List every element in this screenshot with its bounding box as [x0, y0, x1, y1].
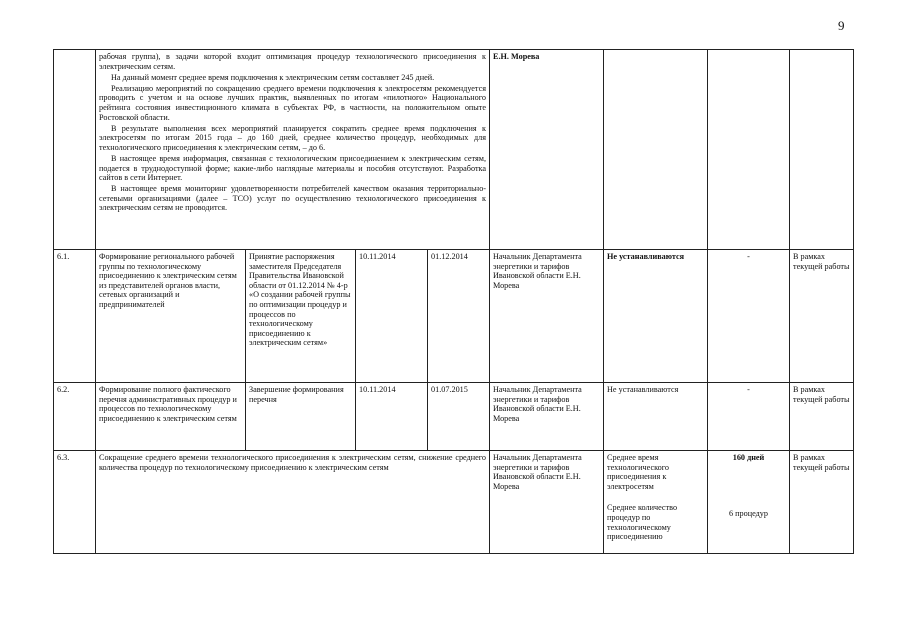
start-date: 10.11.2014 — [356, 383, 428, 451]
cell-empty — [790, 50, 854, 250]
result-cell: Завершение формирования перечня — [246, 383, 356, 451]
responsible-cell: Начальник Департамента энергетики и тарифов Ивановской области Е.Н. Морева — [490, 383, 604, 451]
responsible-cell: Начальник Департамента энергетики и тарифов Ивановской области Е.Н. Морева — [490, 250, 604, 383]
cell-num-empty — [54, 50, 96, 250]
table-row — [54, 250, 854, 383]
measure-cell: Формирование регионального рабочей группы по технологическому присоединению к электрическим сетям из представителей органов власти, сетевых организаций и предпринимателей — [96, 250, 246, 383]
value-cell — [708, 451, 790, 554]
measure-cell: Формирование полного фактического перечня административных процедур и процессов по технологическому присоединению к электрическим сетям — [96, 383, 246, 451]
indicator-cell — [604, 451, 708, 554]
intro-paragraph: В настоящее время мониторинг удовлетворенности потребителей качеством оказания территориально-сетевыми организациями (далее – ТСО) услуг по осуществлению технологического присоединения к электрическим сетям не проводится. — [99, 184, 487, 213]
intro-paragraph: В результате выполнения всех мероприятий планируется сократить среднее время подключения к электросетям по итогам 2015 года – до 160 дней, среднее количество процедур, необходимых для технологического присоединения к электрическим сетям, – до 6. — [99, 123, 487, 152]
indicator-time: Среднее время технологического присоединения к электросетям — [607, 453, 669, 491]
value-days: 160 дней — [732, 453, 765, 462]
table-row — [54, 383, 854, 451]
row-number: 6.2. — [54, 383, 96, 451]
value-procedures: 6 процедур — [729, 508, 768, 518]
intro-paragraph: рабочая группа), в задачи которой входит оптимизация процедур технологического присоединения к электрическим сетям. — [99, 52, 487, 71]
responsible-cell: Начальник Департамента энергетики и тарифов Ивановской области Е.Н. Морева — [490, 451, 604, 554]
financing-cell: В рамках текущей работы — [790, 250, 854, 383]
financing-cell: В рамках текущей работы — [790, 451, 854, 554]
measure-cell: Сокращение среднего времени технологического присоединения к электрическим сетям, снижение среднего количества процедур по технологическому присоединению к электрическим сетям — [96, 451, 490, 554]
intro-paragraph: Реализацию мероприятий по сокращению среднего времени подключения к электросетям рекомендуется проводить с учетом и на основе лучших практик, выявленных по итогам «пилотного» Национального рейтинга состояния инвестиционного климата в субъектах РФ, в частности, на положительном опыте Ростовской области. — [99, 83, 487, 122]
cell-empty — [604, 50, 708, 250]
intro-paragraph: На данный момент среднее время подключения к электрическим сетям составляет 245 дней. — [111, 72, 435, 82]
row-number: 6.1. — [54, 250, 96, 383]
start-date: 10.11.2014 — [356, 250, 428, 383]
row-number: 6.3. — [54, 451, 96, 554]
intro-text-cell — [96, 50, 490, 250]
page-number: 9 — [838, 18, 845, 33]
cell-empty — [708, 50, 790, 250]
value-cell: - — [708, 250, 790, 383]
financing-cell: В рамках текущей работы — [790, 383, 854, 451]
indicator-procedures: Среднее количество процедур по технологическому присоединению — [607, 503, 678, 542]
intro-responsible: Е.Н. Морева — [490, 50, 604, 250]
result-cell: Принятие распоряжения заместителя Председателя Правительства Ивановской области от 01.12.2014 № 4-р «О создании рабочей группы по оптимизации процедур и процессов по технологическому присоединению к электрическим сетям» — [246, 250, 356, 383]
indicator-cell: Не устанавливаются — [604, 250, 708, 383]
measures-table — [53, 49, 854, 554]
indicator-cell: Не устанавливаются — [604, 383, 708, 451]
table-row-intro — [54, 50, 854, 250]
end-date: 01.07.2015 — [428, 383, 490, 451]
end-date: 01.12.2014 — [428, 250, 490, 383]
table-row — [54, 451, 854, 554]
intro-paragraph: В настоящее время информация, связанная с технологическим присоединением к электрическим сетям, подается в труднодоступной форме; какие-либо наглядные материалы и пособия отсутствуют. Разработка сайтов в сети Интернет. — [99, 153, 487, 183]
value-cell: - — [708, 383, 790, 451]
